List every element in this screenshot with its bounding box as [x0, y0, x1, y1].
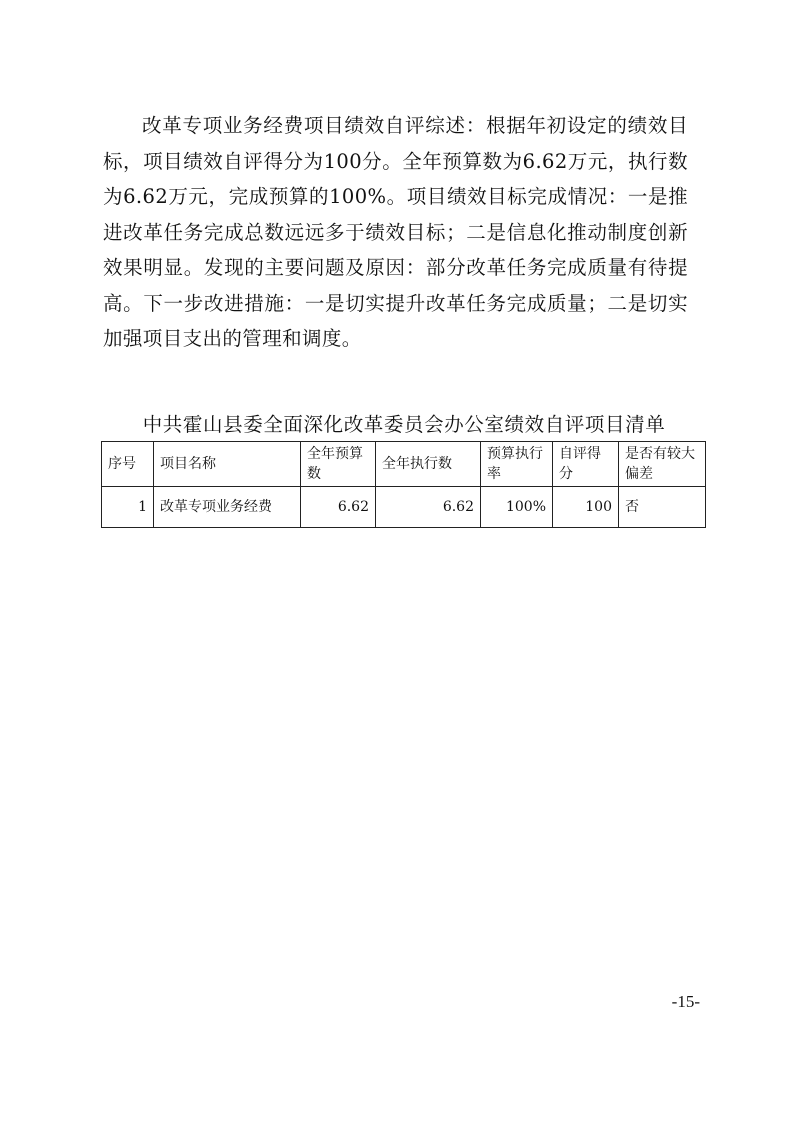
table-row	[102, 487, 706, 528]
cell-index: 1	[102, 487, 154, 528]
header-name: 项目名称	[154, 442, 301, 487]
page-number: -15-	[671, 992, 700, 1011]
performance-table	[101, 441, 706, 528]
header-score: 自评得分	[553, 442, 619, 487]
cell-name: 改革专项业务经费	[154, 487, 301, 528]
header-budget: 全年预算数	[301, 442, 376, 487]
header-rate: 预算执行率	[481, 442, 553, 487]
cell-score: 100	[553, 487, 619, 528]
header-deviation: 是否有较大偏差	[619, 442, 706, 487]
header-index: 序号	[102, 442, 154, 487]
table-title: 中共霍山县委全面深化改革委员会办公室绩效自评项目清单	[142, 413, 666, 436]
cell-rate: 100%	[481, 487, 553, 528]
summary-paragraph: 改革专项业务经费项目绩效自评综述：根据年初设定的绩效目标，项目绩效自评得分为100分。全年预算数为6.62万元，执行数为6.62万元，完成预算的100%。项目绩效目标完成情况：一是推进改革任务完成总数远远多于绩效目标；二是信息化推动制度创新效果明显。发现的主要问题及原因：部分改革任务完成质量有待提高。下一步改进措施：一是切实提升改革任务完成质量；二是切实加强项目支出的管理和调度。	[103, 114, 688, 350]
cell-executed: 6.62	[376, 487, 481, 528]
cell-deviation: 否	[619, 487, 706, 528]
table-header-row	[102, 442, 706, 487]
cell-budget: 6.62	[301, 487, 376, 528]
header-executed: 全年执行数	[376, 442, 481, 487]
